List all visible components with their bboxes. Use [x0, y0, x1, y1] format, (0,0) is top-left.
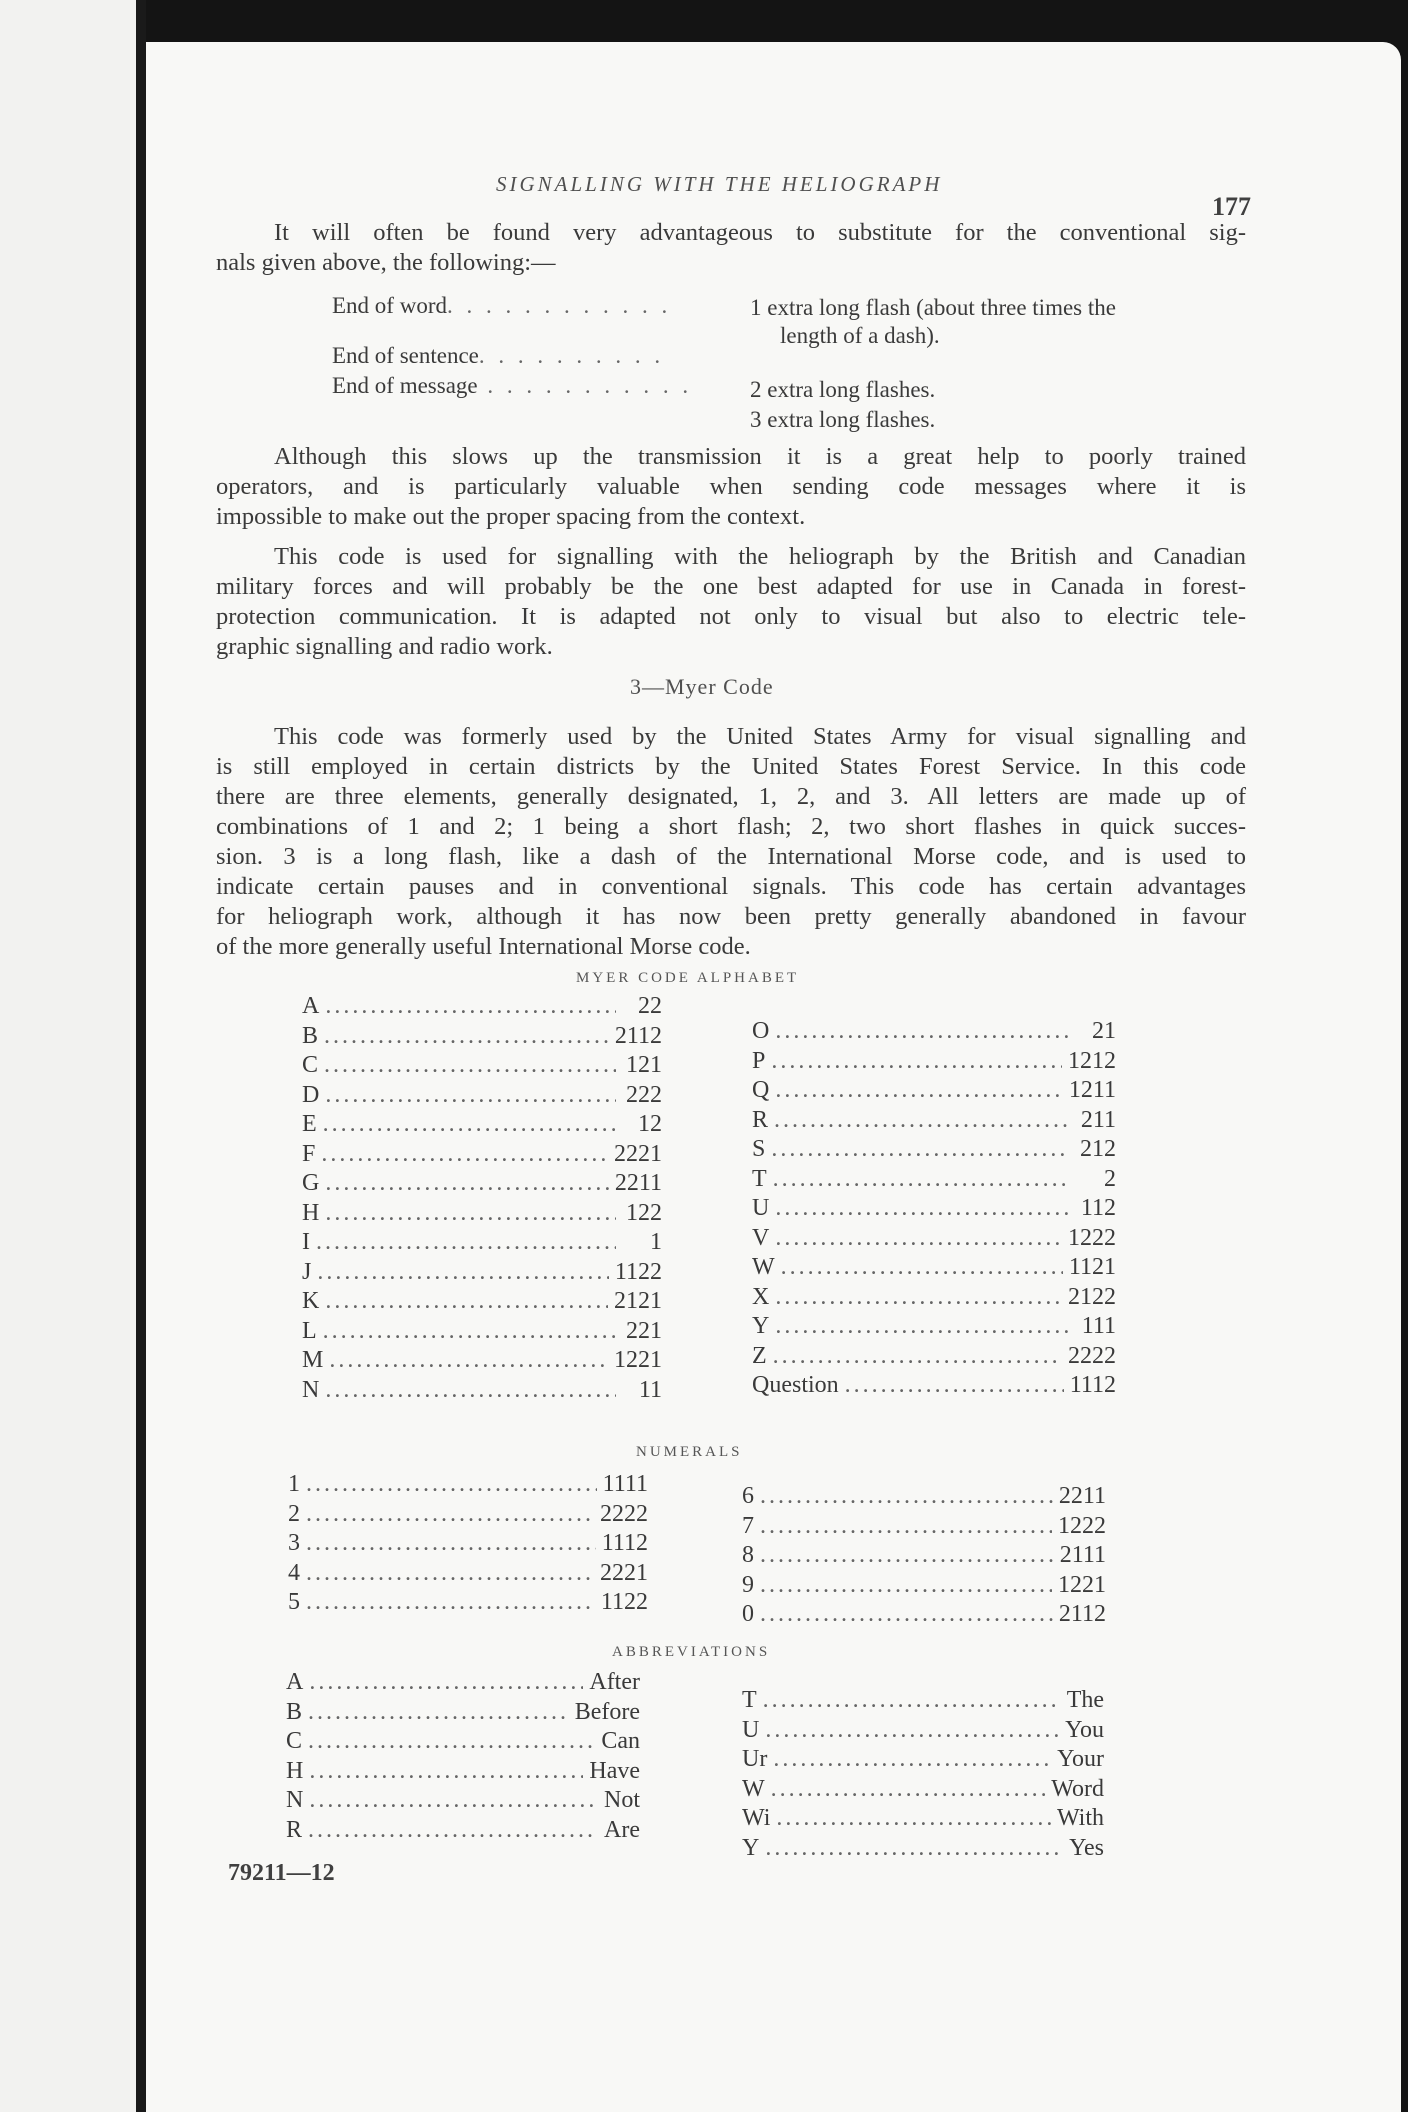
code-key: 0	[742, 1601, 754, 1627]
code-row	[302, 1051, 662, 1081]
code-value: Before	[574, 1698, 640, 1725]
code-row	[742, 1686, 1104, 1716]
leader-dots	[316, 1228, 616, 1258]
leader-dots	[325, 1287, 608, 1317]
signal-row: End of message . . . . . . . . . . .	[332, 373, 693, 398]
leader-dots	[771, 1775, 1046, 1805]
printer-signature: 79211—12	[228, 1860, 335, 1886]
page-number: 177	[1212, 192, 1251, 221]
code-value: 1221	[1058, 1571, 1106, 1598]
code-value: 2221	[614, 1140, 662, 1167]
code-value: 212	[1080, 1136, 1116, 1162]
code-row	[742, 1600, 1106, 1630]
code-row	[742, 1541, 1106, 1571]
code-key: U	[742, 1716, 760, 1743]
leader-dots	[760, 1600, 1053, 1630]
code-key: T	[742, 1687, 757, 1713]
code-row	[286, 1668, 640, 1698]
text-line: It will often be found very advantageous to substitute for the conventional sig-	[274, 219, 1246, 246]
leader-dots	[775, 1017, 1070, 1047]
leader-dots	[771, 1135, 1070, 1165]
code-key: X	[752, 1283, 770, 1310]
code-row	[752, 1342, 1116, 1372]
leader-dots	[775, 1076, 1063, 1106]
code-value: 2211	[614, 1170, 662, 1196]
code-row	[752, 1165, 1116, 1195]
code-value: The	[1066, 1687, 1104, 1713]
code-value: 1122	[600, 1589, 648, 1615]
signal-label: End of word	[332, 293, 447, 318]
code-value: You	[1065, 1716, 1104, 1743]
leader-dots	[775, 1312, 1070, 1342]
code-row	[286, 1698, 640, 1728]
code-key: H	[302, 1199, 320, 1226]
book-page	[146, 42, 1401, 2112]
leader-dots	[760, 1541, 1054, 1571]
code-value: 2112	[614, 1022, 662, 1049]
section-title: 3—Myer Code	[630, 674, 774, 699]
code-key: 7	[742, 1512, 754, 1539]
intro-paragraph	[216, 218, 1246, 278]
code-value: 222	[626, 1081, 662, 1108]
code-key: V	[752, 1224, 770, 1251]
code-row	[286, 1757, 640, 1787]
code-row	[302, 1140, 662, 1170]
leader-dots	[309, 1668, 583, 1698]
code-key: L	[302, 1317, 317, 1344]
code-value: 11	[638, 1376, 662, 1403]
leader-dots	[306, 1529, 596, 1559]
numerals-left-column	[288, 1470, 648, 1618]
code-key: H	[286, 1757, 304, 1784]
paragraph: This code is used for signalling with the heliograph by the British and Canadian military forces and will probably be the one best adapted for use in Canada in forest- protection communication. It is adapted not only to visual but also to electric tele- graphic signalling and radio work.	[216, 543, 1246, 660]
code-row	[302, 1199, 662, 1229]
code-value: Yes	[1069, 1834, 1104, 1861]
signal-row: End of sentence. . . . . . . . . .	[332, 343, 665, 368]
code-row	[742, 1745, 1104, 1775]
code-row	[752, 1224, 1116, 1254]
code-key: 6	[742, 1483, 754, 1509]
leader-dots	[308, 1816, 594, 1846]
code-row	[302, 1287, 662, 1317]
code-value: 2	[1104, 1165, 1116, 1192]
code-value: Not	[604, 1787, 640, 1813]
leader-dots	[771, 1047, 1062, 1077]
book-gutter	[136, 0, 146, 2112]
leader-dots	[773, 1165, 1070, 1195]
leader-dots	[309, 1757, 583, 1787]
code-key: C	[286, 1728, 303, 1754]
code-row	[302, 1110, 662, 1140]
code-value: 2111	[1059, 1542, 1106, 1568]
code-key: C	[302, 1052, 319, 1078]
code-value: 22	[638, 993, 662, 1019]
code-key: Y	[752, 1313, 770, 1339]
code-row	[302, 1081, 662, 1111]
code-key: R	[286, 1816, 303, 1843]
code-value: 112	[1080, 1195, 1116, 1221]
code-key: Ur	[742, 1746, 768, 1772]
code-row	[288, 1588, 648, 1618]
leader-dots	[321, 1140, 608, 1170]
leader-dots	[306, 1470, 597, 1500]
leader-dots	[308, 1727, 594, 1757]
code-value: 2121	[614, 1288, 662, 1314]
code-value: 221	[626, 1317, 662, 1344]
code-key: Z	[752, 1342, 767, 1369]
code-value: 1211	[1068, 1077, 1116, 1103]
code-key: K	[302, 1288, 320, 1314]
code-key: T	[752, 1165, 767, 1192]
code-key: Q	[752, 1077, 770, 1103]
code-key: A	[286, 1669, 304, 1695]
code-value: 211	[1080, 1106, 1116, 1133]
code-row	[302, 1376, 662, 1406]
signal-label: End of message	[332, 373, 478, 398]
code-key: F	[302, 1140, 316, 1167]
leader-dots	[760, 1571, 1052, 1601]
leader-dots	[325, 1081, 616, 1111]
code-value: With	[1056, 1805, 1104, 1831]
leader-dots	[773, 1745, 1051, 1775]
leader-dots	[775, 1224, 1062, 1254]
code-key: 4	[288, 1559, 300, 1586]
code-row	[302, 1228, 662, 1258]
signal-desc: 1 extra long flash (about three times the length of a dash).	[750, 295, 1116, 348]
code-row	[752, 1371, 1116, 1401]
code-row	[742, 1716, 1104, 1746]
code-row	[302, 1022, 662, 1052]
code-value: Can	[601, 1728, 640, 1754]
code-key: S	[752, 1136, 766, 1162]
code-key: 8	[742, 1542, 754, 1568]
code-key: U	[752, 1195, 770, 1221]
code-key: B	[286, 1698, 303, 1725]
code-key: W	[752, 1254, 775, 1280]
leader-dots	[774, 1106, 1070, 1136]
code-key: W	[742, 1775, 765, 1802]
code-key: E	[302, 1111, 317, 1137]
leader-dots	[323, 1110, 616, 1140]
code-key: 9	[742, 1571, 754, 1598]
paragraph: This code was formerly used by the United States Army for visual signalling and is still employed in certain districts by the United States Forest Service. In this code there are three elements, generally designated, 1, 2, and 3. All letters are made up of combinations of 1 and 2; 1 being a short flash; 2, two short flashes in quick succes- sion. 3 is a long flash, like a dash of the International Morse code, and is used to indicate certain pauses and in conventional signals. This code has certain advantages for heliograph work, although it has now been pretty generally abandoned in favour of the more generally useful International Morse code.	[216, 723, 1246, 960]
signal-desc: 3 extra long flashes.	[750, 407, 936, 432]
code-value: 21	[1092, 1018, 1116, 1044]
code-value: 121	[626, 1052, 662, 1078]
code-row	[752, 1194, 1116, 1224]
code-row	[288, 1500, 648, 1530]
code-key: P	[752, 1047, 766, 1074]
leader-dots	[775, 1283, 1062, 1313]
code-row	[742, 1775, 1104, 1805]
leader-dots	[765, 1716, 1058, 1746]
code-value: 1111	[602, 1471, 648, 1497]
code-row	[752, 1076, 1116, 1106]
code-value: 1222	[1068, 1224, 1116, 1251]
leader-dots	[845, 1371, 1064, 1401]
code-value: 1112	[1069, 1372, 1116, 1398]
code-value: 111	[1081, 1313, 1116, 1339]
code-key: 3	[288, 1530, 300, 1556]
code-key: 2	[288, 1500, 300, 1527]
code-value: Your	[1057, 1746, 1104, 1772]
leader-dots	[306, 1500, 594, 1530]
code-value: 1222	[1058, 1512, 1106, 1539]
code-row	[752, 1135, 1116, 1165]
code-value: 1121	[1068, 1254, 1116, 1280]
code-key: Wi	[742, 1805, 771, 1831]
code-row	[288, 1529, 648, 1559]
code-row	[286, 1786, 640, 1816]
signal-label: End of sentence	[332, 343, 479, 368]
code-row	[742, 1482, 1106, 1512]
code-row	[302, 1169, 662, 1199]
code-key: N	[302, 1376, 320, 1403]
leader-dots	[325, 1169, 609, 1199]
code-row	[288, 1470, 648, 1500]
leader-dots	[763, 1686, 1058, 1716]
alphabet-right-column	[752, 1017, 1116, 1401]
code-row	[742, 1834, 1104, 1864]
leader-dots	[760, 1512, 1052, 1542]
code-key: Question	[752, 1372, 839, 1398]
leader-dots	[324, 1022, 609, 1052]
numerals-title: NUMERALS	[636, 1444, 743, 1460]
abbreviations-right-column	[742, 1686, 1104, 1863]
code-value: 2112	[1058, 1601, 1106, 1627]
code-value: 2211	[1058, 1483, 1106, 1509]
code-value: 2122	[1068, 1283, 1116, 1310]
abbreviations-left-column	[286, 1668, 640, 1845]
code-row	[752, 1106, 1116, 1136]
code-value: 2221	[600, 1559, 648, 1586]
numerals-right-column	[742, 1482, 1106, 1630]
code-value: 2222	[600, 1500, 648, 1527]
code-key: I	[302, 1229, 310, 1255]
code-value: 1122	[614, 1258, 662, 1285]
code-key: Y	[742, 1834, 760, 1861]
paragraph: Although this slows up the transmission it is a great help to poorly trained operators, and is particularly valuable when sending code messages where it is impossible to make out the proper spacing from the context.	[216, 443, 1246, 530]
code-row	[752, 1017, 1116, 1047]
code-row	[742, 1804, 1104, 1834]
leader-dots	[306, 1588, 595, 1618]
code-key: O	[752, 1018, 770, 1044]
text-line: nals given above, the following:—	[216, 249, 556, 276]
code-value: 1112	[601, 1530, 648, 1556]
code-row	[752, 1047, 1116, 1077]
leader-dots	[776, 1804, 1051, 1834]
code-key: D	[302, 1081, 320, 1108]
code-key: 5	[288, 1589, 300, 1615]
leader-dots	[324, 1051, 616, 1081]
code-value: 12	[638, 1111, 662, 1137]
code-value: Word	[1051, 1775, 1104, 1802]
leader-dots	[309, 1786, 594, 1816]
leader-dots	[308, 1698, 569, 1728]
leader-dots	[773, 1342, 1062, 1372]
signal-row: End of word. . . . . . . . . . . .	[332, 293, 672, 318]
leader-dots	[325, 1376, 616, 1406]
code-row	[752, 1283, 1116, 1313]
code-row	[286, 1816, 640, 1846]
signal-desc: 2 extra long flashes.	[750, 377, 936, 402]
leader-dots	[323, 1317, 616, 1347]
code-row	[288, 1559, 648, 1589]
alphabet-left-column	[302, 992, 662, 1405]
code-row	[742, 1512, 1106, 1542]
leader-dots	[325, 992, 616, 1022]
code-value: 1212	[1068, 1047, 1116, 1074]
leader-dots	[781, 1253, 1063, 1283]
code-value: 122	[626, 1199, 662, 1226]
code-value: Have	[589, 1757, 640, 1784]
leader-dots	[317, 1258, 609, 1288]
code-value: 2222	[1068, 1342, 1116, 1369]
leader-dots	[306, 1559, 594, 1589]
code-key: R	[752, 1106, 769, 1133]
facing-page-edge	[0, 0, 136, 2112]
code-value: 1221	[614, 1347, 662, 1373]
code-value: 1	[650, 1229, 662, 1255]
code-row	[302, 1346, 662, 1376]
code-key: N	[286, 1787, 304, 1813]
code-key: M	[302, 1347, 324, 1373]
leader-dots	[765, 1834, 1058, 1864]
code-key: B	[302, 1022, 319, 1049]
alphabet-title: MYER CODE ALPHABET	[576, 970, 800, 986]
code-value: Are	[604, 1816, 640, 1843]
code-row	[302, 1258, 662, 1288]
leader-dots	[760, 1482, 1053, 1512]
code-key: A	[302, 993, 320, 1019]
code-row	[742, 1571, 1106, 1601]
leader-dots	[775, 1194, 1070, 1224]
code-row	[752, 1312, 1116, 1342]
leader-dots	[329, 1346, 608, 1376]
leader-dots	[325, 1199, 616, 1229]
code-value: After	[589, 1669, 640, 1695]
running-head: SIGNALLING WITH THE HELIOGRAPH	[496, 172, 943, 196]
code-row	[302, 992, 662, 1022]
code-row	[752, 1253, 1116, 1283]
code-row	[302, 1317, 662, 1347]
code-key: G	[302, 1170, 320, 1196]
code-key: J	[302, 1258, 312, 1285]
code-row	[286, 1727, 640, 1757]
abbreviations-title: ABBREVIATIONS	[612, 1644, 771, 1660]
code-key: 1	[288, 1471, 300, 1497]
